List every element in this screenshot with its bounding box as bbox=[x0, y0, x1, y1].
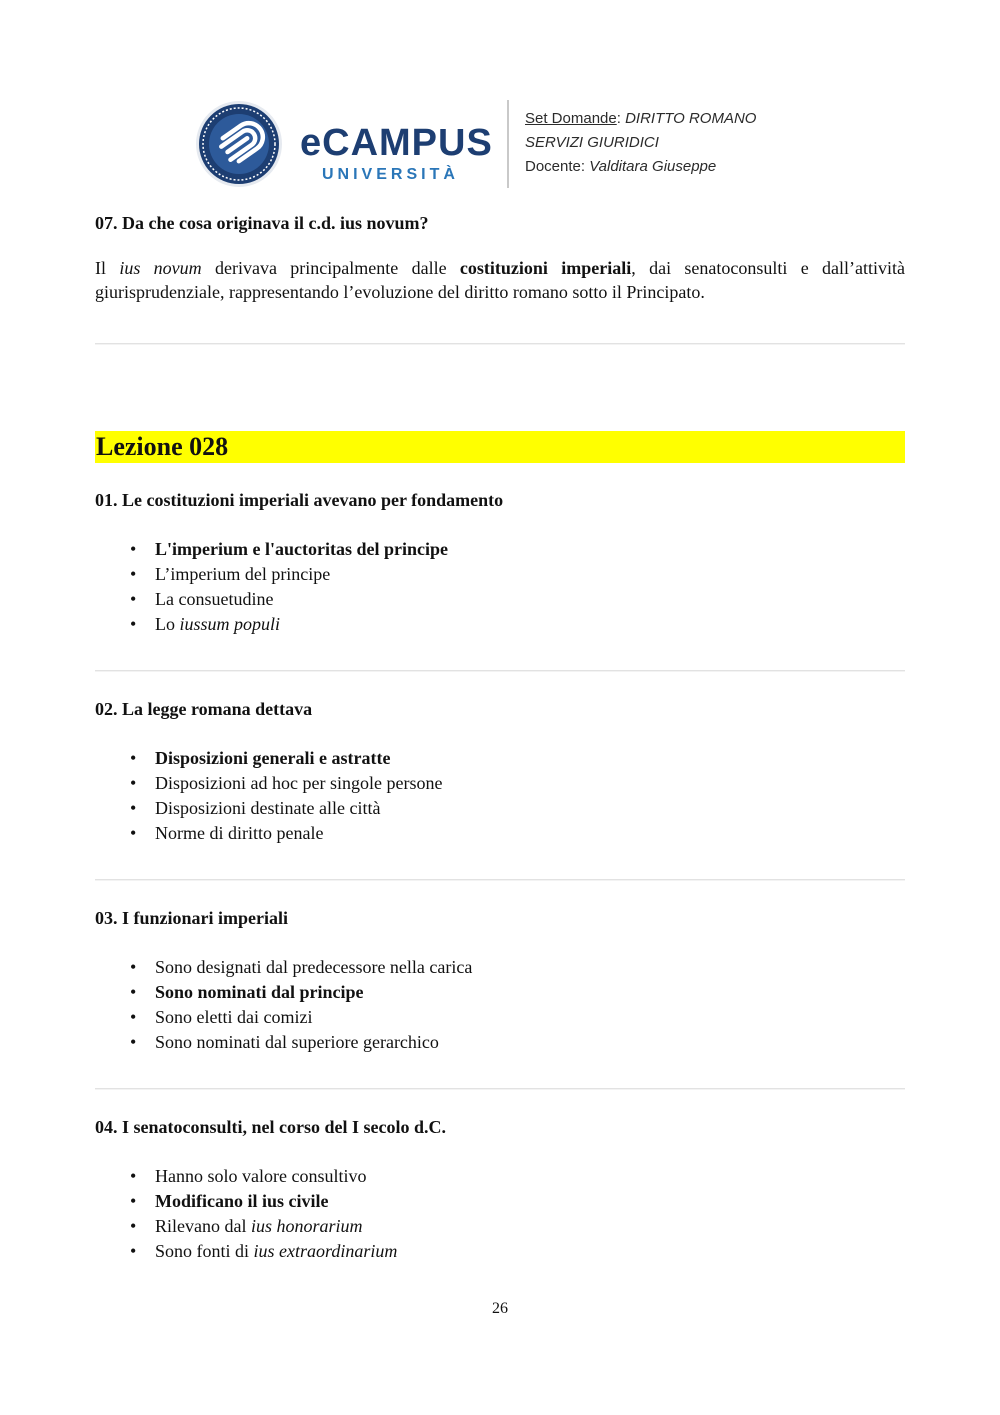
bullet-icon: • bbox=[130, 748, 137, 768]
bullet-icon: • bbox=[130, 823, 137, 843]
answer-text: derivava principalmente dalle bbox=[201, 258, 460, 278]
header-divider bbox=[507, 100, 509, 188]
answer-option-correct bbox=[95, 980, 905, 1005]
answer-option bbox=[95, 821, 905, 846]
bullet-icon: • bbox=[130, 539, 137, 559]
ecampus-emblem-icon bbox=[195, 100, 283, 188]
option-text: Norme di diritto penale bbox=[155, 823, 324, 843]
answer-options bbox=[95, 1164, 905, 1264]
option-text: Disposizioni generali e astratte bbox=[155, 748, 391, 768]
option-text: La consuetudine bbox=[155, 589, 274, 609]
answer-option bbox=[95, 955, 905, 980]
question-title: 07. Da che cosa originava il c.d. ius novum? bbox=[95, 213, 429, 233]
option-text: Rilevano dal bbox=[155, 1216, 251, 1236]
question-title: 02. La legge romana dettava bbox=[95, 699, 313, 719]
answer-options bbox=[95, 537, 905, 637]
bullet-icon: • bbox=[130, 982, 137, 1002]
option-text: Sono fonti di bbox=[155, 1241, 254, 1261]
ecampus-wordmark bbox=[300, 124, 500, 184]
document-header bbox=[195, 98, 815, 190]
question-title: 04. I senatoconsulti, nel corso del I secolo d.C. bbox=[95, 1117, 446, 1137]
option-italic-text: ius honorarium bbox=[250, 1216, 363, 1236]
brand-subtitle: UNIVERSITÀ bbox=[322, 166, 459, 183]
answer-option-correct bbox=[95, 746, 905, 771]
answer-option bbox=[95, 612, 905, 637]
answer-bold-term: costituzioni imperiali bbox=[459, 258, 632, 278]
bullet-icon: • bbox=[130, 1216, 137, 1236]
docente-value: Valditara Giuseppe bbox=[589, 158, 717, 175]
option-text: Sono designati dal predecessore nella carica bbox=[155, 957, 473, 977]
bullet-icon: • bbox=[130, 589, 137, 609]
option-italic-text: iussum populi bbox=[179, 614, 281, 634]
lesson-heading: Lezione 028 bbox=[95, 431, 905, 463]
answer-text: Il bbox=[95, 258, 120, 278]
bullet-icon: • bbox=[130, 1032, 137, 1052]
bullet-icon: • bbox=[130, 773, 137, 793]
option-text: Sono eletti dai comizi bbox=[155, 1007, 313, 1027]
bullet-icon: • bbox=[130, 564, 137, 584]
option-text: Hanno solo valore consultivo bbox=[155, 1166, 367, 1186]
option-text: Disposizioni destinate alle città bbox=[155, 798, 381, 818]
answer-paragraph bbox=[95, 256, 905, 304]
option-text: L'imperium e l'auctoritas del principe bbox=[155, 539, 448, 559]
answer-option bbox=[95, 1239, 905, 1264]
answer-italic-term: ius novum bbox=[119, 258, 202, 278]
question-title: 01. Le costituzioni imperiali avevano per fondamento bbox=[95, 490, 504, 510]
course-info bbox=[525, 107, 756, 179]
answer-text: , dai senatoconsulti e dall’attività giurisprudenziale, rappresentando l’evoluzione del diritto romano sotto il Principato. bbox=[95, 258, 906, 302]
option-text: L’imperium del principe bbox=[155, 564, 331, 584]
section-divider bbox=[95, 1088, 905, 1090]
set-line-2 bbox=[525, 131, 756, 155]
answer-option-correct bbox=[95, 1189, 905, 1214]
bullet-icon: • bbox=[130, 1166, 137, 1186]
option-text: Disposizioni ad hoc per singole persone bbox=[155, 773, 443, 793]
bullet-icon: • bbox=[130, 1191, 137, 1211]
answer-options bbox=[95, 746, 905, 846]
option-text: Sono nominati dal superiore gerarchico bbox=[155, 1032, 439, 1052]
answer-option bbox=[95, 771, 905, 796]
bullet-icon: • bbox=[130, 957, 137, 977]
answer-option bbox=[95, 1005, 905, 1030]
answer-option bbox=[95, 1164, 905, 1189]
answer-option bbox=[95, 1214, 905, 1239]
docente-label: Docente bbox=[525, 158, 581, 175]
set-value-2: SERVIZI GIURIDICI bbox=[525, 134, 659, 151]
bullet-icon: • bbox=[130, 1241, 137, 1261]
docente-line: Docente: Valditara Giuseppe bbox=[525, 158, 717, 175]
answer-option bbox=[95, 562, 905, 587]
option-italic-text: ius extraordinarium bbox=[253, 1241, 398, 1261]
question-title: 03. I funzionari imperiali bbox=[95, 908, 288, 928]
bullet-icon: • bbox=[130, 614, 137, 634]
set-line: Set Domande: DIRITTO ROMANO bbox=[525, 110, 757, 127]
section-divider bbox=[95, 670, 905, 672]
section-divider bbox=[95, 343, 905, 345]
option-text: Lo bbox=[155, 614, 180, 634]
document-body bbox=[95, 210, 905, 1264]
option-text: Sono nominati dal principe bbox=[155, 982, 364, 1002]
answer-option bbox=[95, 1030, 905, 1055]
section-divider bbox=[95, 879, 905, 881]
option-text: Modificano il ius civile bbox=[155, 1191, 329, 1211]
brand-name: eCAMPUS bbox=[300, 122, 493, 164]
answer-option bbox=[95, 796, 905, 821]
bullet-icon: • bbox=[130, 1007, 137, 1027]
page-number: 26 bbox=[492, 1300, 508, 1317]
answer-options bbox=[95, 955, 905, 1055]
answer-option-correct bbox=[95, 537, 905, 562]
answer-option bbox=[95, 587, 905, 612]
bullet-icon: • bbox=[130, 798, 137, 818]
set-value: DIRITTO ROMANO bbox=[625, 110, 757, 127]
set-label: Set Domande bbox=[525, 110, 617, 127]
